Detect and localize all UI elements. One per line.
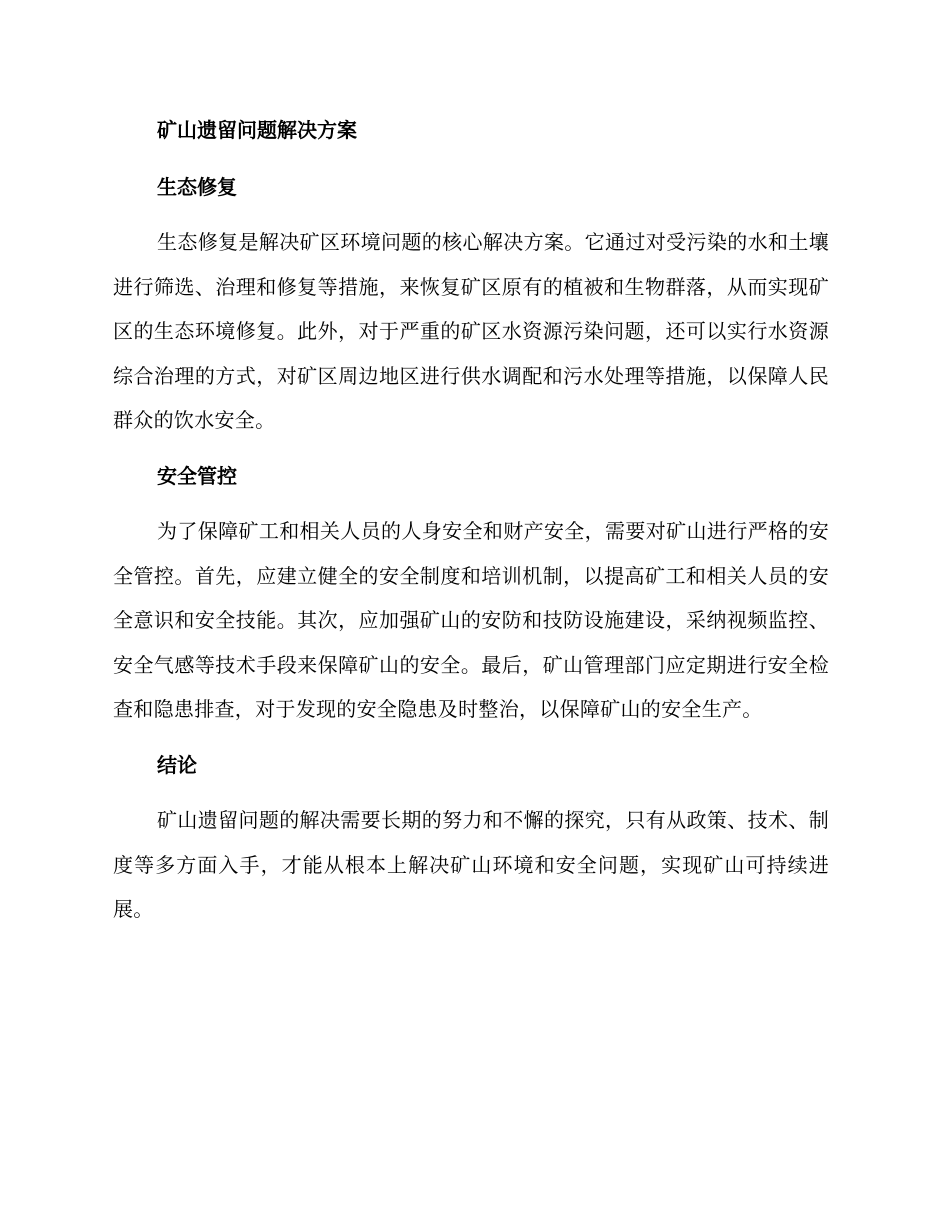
section-paragraph-safety-control: 为了保障矿工和相关人员的人身安全和财产安全，需要对矿山进行严格的安全管控。首先，应建立健全的安全制度和培训机制，以提高矿工和相关人员的安全意识和安全技能。其次，应加强矿山的安防和技防设施建设，采纳视频监控、安全气感等技术手段来保障矿山的安全。最后，矿山管理部门应定期进行安全检查和隐患排查，对于发现的安全隐患及时整治，以保障矿山的安全生产。 — [113, 518, 829, 722]
section-heading-conclusion: 结论 — [157, 752, 197, 777]
document-title: 矿山遗留问题解决方案 — [157, 118, 357, 142]
section-paragraph-conclusion: 矿山遗留问题的解决需要长期的努力和不懈的探究，只有从政策、技术、制度等多方面入手，才能从根本上解决矿山环境和安全问题，实现矿山可持续进展。 — [113, 807, 829, 922]
document-body — [113, 110, 829, 932]
section-paragraph-ecological-restoration: 生态修复是解决矿区环境问题的核心解决方案。它通过对受污染的水和土壤进行筛选、治理和修复等措施，来恢复矿区原有的植被和生物群落，从而实现矿区的生态环境修复。此外，对于严重的矿区水资源污染问题，还可以实行水资源综合治理的方式，对矿区周边地区进行供水调配和污水处理等措施，以保障人民群众的饮水安全。 — [113, 230, 829, 433]
section-heading-safety-control: 安全管控 — [157, 463, 237, 488]
section-heading-ecological-restoration: 生态修复 — [157, 175, 237, 199]
